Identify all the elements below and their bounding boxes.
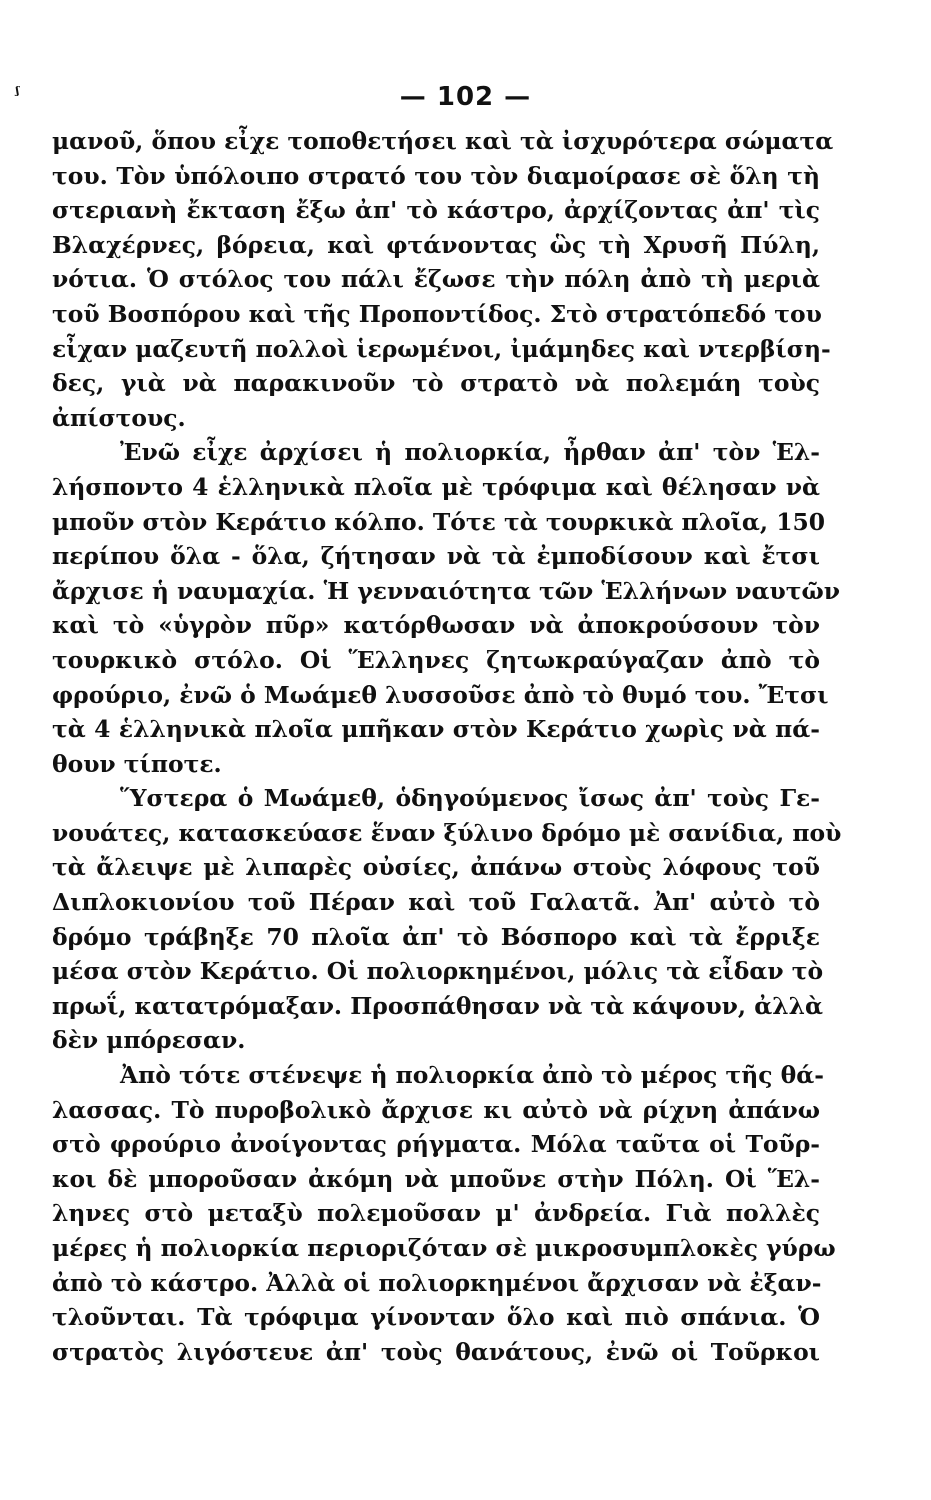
text-line: δρόμο τράβηξε 70 πλοῖα ἀπ' τὸ Βόσπορο καὶ τὰ ἔρριξε (52, 922, 820, 951)
text-line: ἀπὸ τὸ κάστρο. Ἀλλὰ οἱ πολιορκημένοι ἄρχισαν νὰ ἐξαν- (52, 1268, 822, 1297)
text-line: του. Τὸν ὑπόλοιπο στρατό του τὸν διαμοίρασε σὲ ὅλη τὴ (52, 161, 820, 190)
text-line: πρωΐ, κατατρόμαξαν. Προσπάθησαν νὰ τὰ κάψουν, ἀλλὰ (52, 991, 823, 1020)
paragraph-end-line: ἀπίστους. (52, 403, 186, 432)
text-line: νότια. Ὁ στόλος του πάλι ἔζωσε τὴν πόλη ἀπὸ τὴ μεριὰ (52, 265, 820, 294)
text-line: λήσποντο 4 ἑλληνικὰ πλοῖα μὲ τρόφιμα καὶ θέλησαν νὰ (52, 472, 820, 501)
text-line: τουρκικὸ στόλο. Οἱ Ἕλληνες ζητωκραύγαζαν ἀπὸ τὸ (52, 645, 820, 674)
paragraph-start-line: Ἐνῶ εἶχε ἀρχίσει ἡ πολιορκία, ἦρθαν ἀπ' τὸν Ἑλ- (120, 438, 820, 467)
paragraph-start-line: Ἀπὸ τότε στένεψε ἡ πολιορκία ἀπὸ τὸ μέρος τῆς θά- (120, 1061, 824, 1090)
text-line: τλοῦνται. Τὰ τρόφιμα γίνονταν ὅλο καὶ πιὸ σπάνια. Ὁ (52, 1303, 820, 1332)
paragraph-start-line: Ὕστερα ὁ Μωάμεθ, ὁδηγούμενος ἴσως ἀπ' τοὺς Γε- (120, 784, 820, 813)
text-line: εἶχαν μαζευτῆ πολλοὶ ἱερωμένοι, ἰμάμηδες καὶ ντερβίση- (52, 334, 831, 363)
corner-mark: ᶴ (14, 84, 21, 105)
paragraph-end-line: θουν τίποτε. (52, 749, 222, 778)
paragraph-end-line: δὲν μπόρεσαν. (52, 1026, 246, 1055)
text-line: μέσα στὸν Κεράτιο. Οἱ πολιορκημένοι, μόλις τὰ εἶδαν τὸ (52, 957, 824, 986)
text-line: μανοῦ, ὅπου εἶχε τοποθετήσει καὶ τὰ ἰσχυρότερα σώματα (52, 127, 834, 155)
page-number: — 102 — (399, 82, 532, 112)
text-line: στεριανὴ ἔκταση ἔξω ἀπ' τὸ κάστρο, ἀρχίζοντας ἀπ' τὶς (52, 196, 820, 225)
text-line: στὸ φρούριο ἀνοίγοντας ρήγματα. Μόλα ταῦτα οἱ Τοῦρ- (52, 1130, 820, 1159)
text-line: μέρες ἡ πολιορκία περιοριζόταν σὲ μικροσυμπλοκὲς γύρω (52, 1234, 836, 1262)
text-line: Διπλοκιονίου τοῦ Πέραν καὶ τοῦ Γαλατᾶ. Ἀπ' αὐτὸ τὸ (52, 888, 820, 917)
text-line: νουάτες, κατασκεύασε ἕναν ξύλινο δρόμο μὲ σανίδια, ποὺ (52, 818, 842, 847)
text-line: τοῦ Βοσπόρου καὶ τῆς Προποντίδος. Στὸ στρατόπεδό του (52, 299, 822, 328)
text-line: στρατὸς λιγόστευε ἀπ' τοὺς θανάτους, ἐνῶ οἱ Τοῦρκοι (52, 1337, 820, 1366)
text-line: καὶ τὸ «ὑγρὸν πῦρ» κατόρθωσαν νὰ ἀποκρούσουν τὸν (52, 611, 820, 640)
text-line: περίπου ὅλα - ὅλα, ζήτησαν νὰ τὰ ἐμποδίσουν καὶ ἔτσι (52, 542, 820, 571)
text-line: φρούριο, ἐνῶ ὁ Μωάμεθ λυσσοῦσε ἀπὸ τὸ θυμό του. Ἔτσι (52, 680, 829, 709)
body-text (52, 124, 842, 1369)
text-line: μποῦν στὸν Κεράτιο κόλπο. Τότε τὰ τουρκικὰ πλοῖα, 150 (52, 507, 826, 536)
text-line: λασσας. Τὸ πυροβολικὸ ἄρχισε κι αὐτὸ νὰ ρίχνη ἀπάνω (52, 1095, 820, 1124)
text-line: κοι δὲ μποροῦσαν ἀκόμη νὰ μποῦνε στὴν Πόλη. Οἱ Ἕλ- (52, 1164, 820, 1193)
text-line: δες, γιὰ νὰ παρακινοῦν τὸ στρατὸ νὰ πολεμάη τοὺς (52, 369, 820, 398)
text-line: ληνες στὸ μεταξὺ πολεμοῦσαν μ' ἀνδρεία. Γιὰ πολλὲς (52, 1199, 820, 1228)
text-line: τὰ ἄλειψε μὲ λιπαρὲς οὐσίες, ἀπάνω στοὺς λόφους τοῦ (52, 853, 820, 882)
text-line: Βλαχέρνες, βόρεια, καὶ φτάνοντας ὣς τὴ Χρυσῆ Πύλη, (52, 230, 820, 259)
text-line: ἄρχισε ἡ ναυμαχία. Ἡ γενναιότητα τῶν Ἑλλήνων ναυτῶν (52, 576, 841, 605)
text-line: τὰ 4 ἑλληνικὰ πλοῖα μπῆκαν στὸν Κεράτιο χωρὶς νὰ πά- (52, 715, 820, 744)
